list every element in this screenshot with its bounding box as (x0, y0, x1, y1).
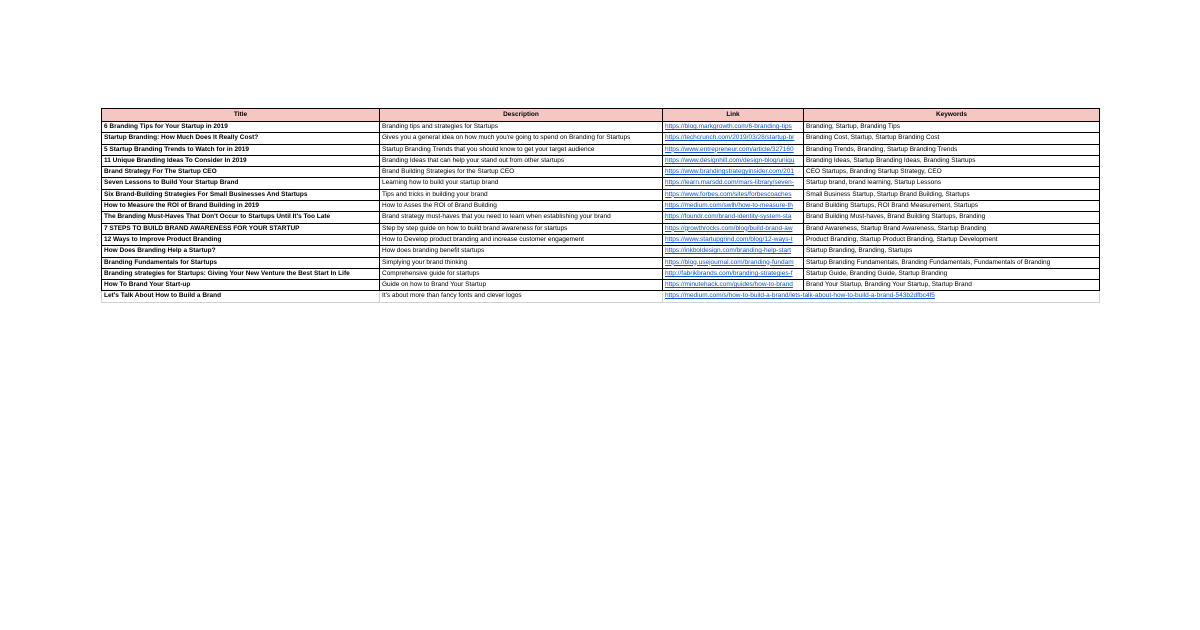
cell-description: Brand Building Strategies for the Startup CEO (380, 167, 663, 178)
table-row (102, 234, 1100, 245)
link[interactable]: https://foundr.com/brand-identity-system-sta (665, 213, 792, 221)
cell-title: 6 Branding Tips for Your Startup in 2019 (102, 122, 380, 133)
cell-description: How to Develop product branding and increase customer engagement (380, 234, 663, 245)
cell-title: How to Measure the ROI of Brand Building in 2019 (102, 201, 380, 212)
cell-title: 11 Unique Branding Ideas To Consider In 2019 (102, 155, 380, 166)
cell-link (663, 268, 804, 279)
cell-description: How to Asses the ROI of Brand Building (380, 201, 663, 212)
table-row (102, 268, 1100, 279)
table-row (102, 178, 1100, 189)
cell-link (663, 178, 804, 189)
cell-title: Seven Lessons to Build Your Startup Brand (102, 178, 380, 189)
link[interactable]: https://blog.usejournal.com/branding-fundam (665, 258, 794, 266)
link[interactable]: https://techcrunch.com/2019/03/28/startup-br (665, 134, 795, 142)
cell-keywords: Brand Your Startup, Branding Your Startup, Startup Brand (804, 280, 1100, 291)
table-row (102, 167, 1100, 178)
cell-link (663, 223, 804, 234)
link[interactable]: https://www.brandingstrategyinsider.com/201 (665, 168, 794, 176)
cell-description: Gives you a general idea on how much you're going to spend on Branding for Startups (380, 133, 663, 144)
cell-keywords: Startup Guide, Branding Guide, Startup Branding (804, 268, 1100, 279)
cell-title: Let's Talk About How to Build a Brand (102, 291, 380, 302)
column-header-link: Link (663, 109, 804, 122)
cell-title: Startup Branding: How Much Does It Really Cost? (102, 133, 380, 144)
cell-description: Branding tips and strategies for Startups (380, 122, 663, 133)
cell-description: How does branding benefit startups (380, 246, 663, 257)
cell-link (663, 144, 804, 155)
cell-keywords: Branding Cost, Startup, Startup Branding Cost (804, 133, 1100, 144)
cell-keywords: Brand Building Startups, ROI Brand Measurement, Startups (804, 201, 1100, 212)
link[interactable]: https://medium.com/swlh/how-to-measure-th (665, 202, 793, 210)
cell-link (663, 167, 804, 178)
column-header-description: Description (380, 109, 663, 122)
cell-link (663, 155, 804, 166)
cell-keywords: Branding Ideas, Startup Branding Ideas, Branding Startups (804, 155, 1100, 166)
link[interactable]: https://www.startupgrind.com/blog/12-ways-t (665, 235, 793, 243)
column-header-keywords: Keywords (804, 109, 1100, 122)
cell-keywords: Brand Awareness, Startup Brand Awareness, Startup Branding (804, 223, 1100, 234)
cell-title: 5 Startup Branding Trends to Watch for in 2019 (102, 144, 380, 155)
cell-link (663, 280, 804, 291)
link[interactable]: https://minutehack.com/guides/how-to-brand (665, 281, 793, 289)
cell-description: Step by step guide on how to build brand awareness for startups (380, 223, 663, 234)
cell-description: Comprehensive guide for startups (380, 268, 663, 279)
cell-link (663, 212, 804, 223)
column-header-title: Title (102, 109, 380, 122)
table-row (102, 201, 1100, 212)
link[interactable]: https://www.entrepreneur.com/article/327160 (665, 145, 794, 153)
cell-keywords: Product Branding, Startup Product Branding, Startup Development (804, 234, 1100, 245)
link[interactable]: https://www.designhill.com/design-blog/uniqu (665, 156, 795, 164)
link[interactable]: http://fabrikbrands.com/branding-strategies-f (665, 269, 793, 277)
cell-description: Learning how to build your startup brand (380, 178, 663, 189)
data-table (101, 108, 1100, 303)
cell-title: How Does Branding Help a Startup? (102, 246, 380, 257)
spreadsheet (101, 108, 1099, 303)
header-row (102, 109, 1100, 122)
cell-link (663, 201, 804, 212)
cell-link (663, 189, 804, 200)
cell-link (663, 291, 1100, 302)
cell-title: 12 Ways to Improve Product Branding (102, 234, 380, 245)
cell-description: Simplying your brand thinking (380, 257, 663, 268)
link[interactable]: https://learn.marsdd.com/mars-library/seven- (665, 179, 794, 187)
table-row (102, 189, 1100, 200)
cell-link (663, 122, 804, 133)
table-row (102, 155, 1100, 166)
cell-link (663, 133, 804, 144)
cell-title: The Branding Must-Haves That Don't Occur to Startups Until It's Too Late (102, 212, 380, 223)
table-row (102, 223, 1100, 234)
table-row (102, 133, 1100, 144)
table-row (102, 246, 1100, 257)
cell-description: Tips and tricks in building your brand (380, 189, 663, 200)
cell-title: Brand Strategy For The Startup CEO (102, 167, 380, 178)
cell-keywords: Brand Building Must-haves, Brand Building Startups, Branding (804, 212, 1100, 223)
cell-title: How To Brand Your Start-up (102, 280, 380, 291)
cell-description: Branding Ideas that can help your stand out from other startups (380, 155, 663, 166)
link[interactable]: https://www.forbes.com/sites/forbescoaches (665, 190, 792, 198)
cell-link (663, 257, 804, 268)
cell-title: Branding strategies for Startups: Giving Your New Venture the Best Start In Life (102, 268, 380, 279)
cell-keywords: Startup Branding Fundamentals, Branding Fundamentals, Fundamentals of Branding (804, 257, 1100, 268)
cell-keywords: Branding, Startup, Branding Tips (804, 122, 1100, 133)
cell-title: Branding Fundamentals for Startups (102, 257, 380, 268)
cell-title: Six Brand-Building Strategies For Small Businesses And Startups (102, 189, 380, 200)
table-row (102, 257, 1100, 268)
table-row (102, 291, 1100, 302)
cell-keywords: Branding Trends, Branding, Startup Branding Trends (804, 144, 1100, 155)
cell-description: It's about more than fancy fonts and clever logos (380, 291, 663, 302)
cell-description: Guide on how to Brand Your Startup (380, 280, 663, 291)
link[interactable]: https://inkboldesign.com/branding-help-start (665, 247, 792, 255)
table-row (102, 122, 1100, 133)
table-row (102, 280, 1100, 291)
cell-link (663, 246, 804, 257)
cell-keywords: CEO Startups, Branding Startup Strategy, CEO (804, 167, 1100, 178)
cell-keywords: Startup brand, brand learning, Startup Lessons (804, 178, 1100, 189)
cell-link (663, 234, 804, 245)
table-row (102, 144, 1100, 155)
cell-keywords: Startup Branding, Branding, Startups (804, 246, 1100, 257)
cell-description: Startup Branding Trends that you should know to get your target audience (380, 144, 663, 155)
link[interactable]: https://blog.markgrowth.com/6-branding-tips (665, 123, 792, 130)
cell-keywords: Small Business Startup, Startup Brand Building, Startups (804, 189, 1100, 200)
table-row (102, 212, 1100, 223)
cell-description: Brand strategy must-haves that you need to learn when establishing your brand (380, 212, 663, 223)
cell-title: 7 STEPS TO BUILD BRAND AWARENESS FOR YOUR STARTUP (102, 223, 380, 234)
link[interactable]: https://medium.com/s/how-to-build-a-brand/lets-talk-about-how-to-build-a-brand-543b2dfbc4f5 (665, 292, 935, 300)
link[interactable]: https://growthrocks.com/blog/build-brand-aw (665, 224, 793, 232)
